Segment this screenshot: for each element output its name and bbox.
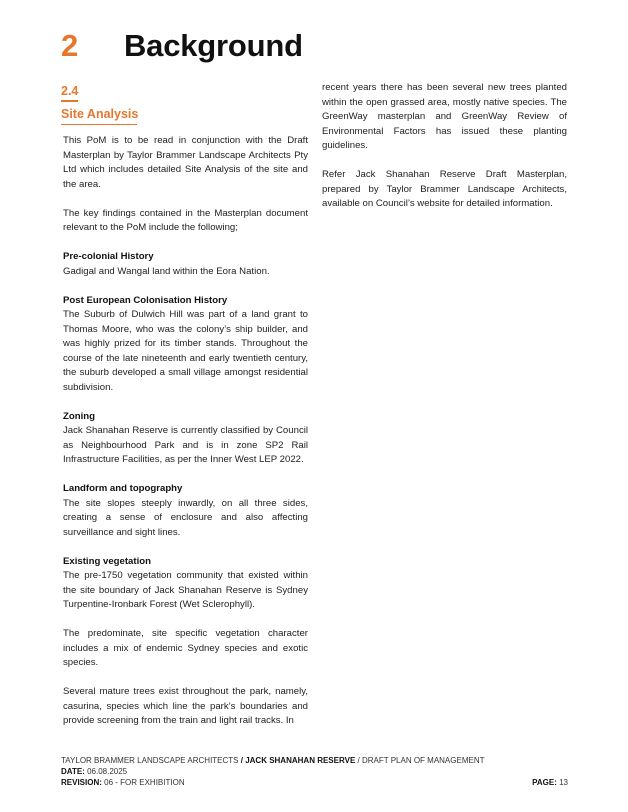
footer-document: DRAFT PLAN OF MANAGEMENT <box>361 756 485 765</box>
vegetation-text-3: Several mature trees exist throughout the park, namely, casurina, species which line the park’s boundaries and provide screening from the train and light rail tracks. In <box>63 686 308 726</box>
precolonial-text: Gadigal and Wangal land within the Eora Nation. <box>63 265 270 277</box>
colonisation-text: The Suburb of Dulwich Hill was part of a land grant to Thomas Moore, who was the colony’s ship builder, and was highly prized for its timber stands. Throughout the course of the late nineteenth and early twentieth century, the suburb developed a small village amongst residential subdivision. <box>63 309 308 393</box>
footer-date-line <box>61 766 568 777</box>
section-number-rule <box>61 100 78 102</box>
vegetation-text-1: The pre-1750 vegetation community that existed within the site boundary of Jack Shanahan Reserve is Sydney Turpentine-Ironbark Forest (Wet Sclerophyll). <box>63 570 308 610</box>
chapter-heading <box>61 26 303 66</box>
footer-separator-2: / <box>355 756 362 765</box>
chapter-number: 2 <box>61 28 79 63</box>
colonisation-heading: Post European Colonisation History <box>63 294 228 306</box>
refer-masterplan-paragraph: Refer Jack Shanahan Reserve Draft Masterplan, prepared by Taylor Brammer Landscape Architects, available on Council’s website for detailed information. <box>322 169 567 209</box>
vegetation-continuation: recent years there has been several new trees planted within the open grassed area, mostly native species. The GreenWay masterplan and GreenWay Review of Environmental Factors has issued these planting guidelines. <box>322 82 567 151</box>
zoning-text: Jack Shanahan Reserve is currently classified by Council as Neighbourhood Park and is in zone SP2 Rail Infrastructure Facilities, as per the Inner West LEP 2022. <box>63 425 308 465</box>
footer-project: JACK SHANAHAN RESERVE <box>245 756 356 765</box>
footer-date-label: DATE: <box>61 767 85 776</box>
findings-intro-paragraph: The key findings contained in the Masterplan document relevant to the PoM include the following; <box>63 207 308 233</box>
footer-page-label: PAGE: <box>532 778 557 787</box>
footer-separator-1: / <box>238 756 246 765</box>
precolonial-heading: Pre-colonial History <box>63 251 154 262</box>
section-number: 2.4 <box>61 84 79 98</box>
zoning-heading: Zoning <box>63 410 95 422</box>
landform-heading: Landform and topography <box>63 483 183 494</box>
right-column <box>322 81 567 212</box>
landform-text: The site slopes steeply inwardly, on all three sides, creating a sense of enclosure and also affecting surveillance and sight lines. <box>63 497 308 538</box>
footer-revision-line <box>61 777 568 788</box>
footer-revision-label: REVISION: <box>61 778 102 787</box>
footer-revision: 06 - FOR EXHIBITION <box>104 778 185 787</box>
left-column <box>63 134 308 729</box>
section-title: Site Analysis <box>61 107 139 121</box>
footer-company: TAYLOR BRAMMER LANDSCAPE ARCHITECTS <box>61 756 239 765</box>
intro-paragraph: This PoM is to be read in conjunction with the Draft Masterplan by Taylor Brammer Landscape Architects Pty Ltd which includes detailed Site Analysis of the site and the area. <box>63 135 308 190</box>
footer-title-line <box>61 755 568 766</box>
footer-date: 06.08.2025 <box>87 767 128 776</box>
page-footer <box>61 755 568 788</box>
footer-page-number: 13 <box>559 778 568 787</box>
section-title-underline <box>61 124 137 125</box>
chapter-title: Background <box>124 28 303 63</box>
vegetation-heading: Existing vegetation <box>63 555 151 567</box>
vegetation-text-2: The predominate, site specific vegetation character includes a mix of endemic Sydney species and exotic species. <box>63 628 308 668</box>
